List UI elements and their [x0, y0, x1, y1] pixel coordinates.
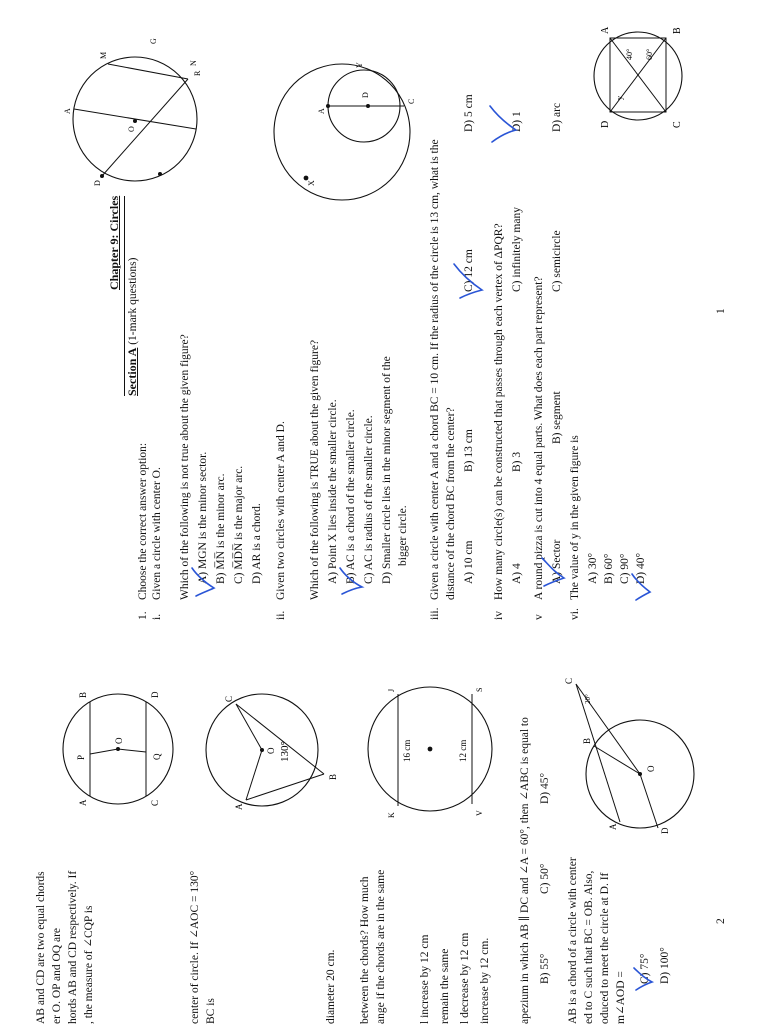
q7-line4: , the measure of ∠CQP is [83, 905, 95, 1024]
q7-label-p: P [76, 754, 86, 760]
q2-option-c: C) AC is radius of the smaller circle. [363, 415, 375, 584]
q8-label-b: B [328, 773, 338, 780]
q11-line4: m∠AOD = [615, 971, 627, 1024]
q2-number: ii. [275, 610, 287, 620]
q5-option-a: A) Sector [551, 539, 563, 584]
q2-two-circles-figure [264, 44, 414, 214]
q9-label-s: S [475, 687, 484, 692]
q6-label-y: y [615, 96, 624, 100]
q11-line3: oduced to meet the circle at D. If [599, 872, 611, 1024]
q1-option-b: B) M̅N̅ is the minor arc. [215, 473, 227, 584]
q9-option-a: l increase by 12 cm [419, 934, 431, 1024]
q5-option-d: D) arc [551, 102, 563, 132]
q1-option-d: D) AR is a chord. [251, 503, 263, 584]
q10-option-b: B) 55° [539, 953, 551, 984]
q6-label-60: 60° [645, 48, 654, 60]
q11-option-d: D) 100° [659, 947, 671, 984]
q6-option-d: D) 40° [635, 552, 647, 584]
q11-line1: AB is a chord of a circle with center [567, 857, 579, 1024]
q8-angle-figure [196, 684, 336, 814]
q7-line1: AB and CD are two equal chords [35, 871, 47, 1024]
section-title: Section A [125, 347, 139, 396]
q1-option-a: A) MGN is the minor sector. [197, 451, 209, 584]
q9-line3: ange if the chords are in the same [375, 869, 387, 1024]
q2-option-d: D) Smaller circle lies in the minor segment of the [381, 356, 393, 584]
q3-stem-line1: Given a circle with center A and a chord BC = 10 cm. If the radius of the circle is 13 cm, what is the [429, 139, 441, 600]
q7-label-q: Q [152, 753, 162, 760]
instruction-number: 1. [137, 611, 149, 620]
q8-line1: center of circle. If ∠AOC = 130° [189, 870, 201, 1024]
q6-label-a: A [600, 26, 611, 34]
q1-number: i. [151, 613, 163, 620]
q9-label-k: K [387, 812, 396, 818]
q1-label-m: M [99, 51, 108, 59]
q11-line2: ed to C such that BC = OB. Also, [583, 870, 595, 1024]
q11-label-b: B [582, 737, 592, 744]
q2-given: Given two circles with center A and D. [275, 421, 287, 600]
q2-stem: Which of the following is TRUE about the given figure? [309, 339, 321, 600]
q2-label-d: D [361, 92, 370, 98]
q6-option-a: A) 30° [587, 552, 599, 584]
q3-option-d: D) 5 cm [463, 94, 475, 132]
q8-label-o: O [266, 747, 276, 754]
q2-option-b: B) AC is a chord of the smaller circle. [345, 409, 357, 584]
q6-option-b: B) 60° [603, 553, 615, 584]
q8-line2: BC is [205, 998, 217, 1024]
right-page-number: 1 [715, 308, 727, 314]
q7-label-b: B [78, 691, 88, 698]
q4-option-d: D) 1 [511, 111, 523, 132]
q1-label-g: G [149, 38, 158, 44]
q7-label-a: A [78, 799, 88, 806]
q3-option-b: B) 13 cm [463, 429, 475, 472]
q2-label-y: Y [355, 62, 364, 68]
left-page-number: 2 [715, 918, 727, 924]
q3-number: iii. [429, 607, 441, 620]
q1-circle-figure [60, 34, 210, 204]
instruction-text: Choose the correct answer option: [137, 442, 149, 600]
q6-label-40: 40° [625, 48, 634, 60]
q1-option-c: C) M̅D̅N̅ is the major arc. [233, 465, 245, 584]
q9-line1: diameter 20 cm. [325, 949, 337, 1024]
q6-label-d: D [600, 120, 611, 128]
q3-answer-check-icon [450, 260, 490, 304]
chapter-title: Chapter 9: Circles [107, 195, 121, 290]
q11-label-d: D [660, 827, 670, 834]
q11-label-20: 20° [584, 694, 592, 704]
q10-option-d: D) 45° [539, 772, 551, 804]
q11-answer-check-icon [630, 964, 656, 994]
q11-circle-secant-figure [560, 674, 710, 834]
q8-label-angle: 130° [279, 741, 291, 762]
q9-option-d: increase by 12 cm. [479, 937, 491, 1024]
q2-label-x: X [307, 180, 316, 186]
q1-label-r: R [193, 70, 202, 76]
q4-option-c: C) infinitely many [511, 207, 523, 292]
q6-option-c: C) 90° [619, 553, 631, 584]
q9-label-v: V [475, 810, 484, 816]
q11-option-c: C) 75° [639, 953, 651, 984]
q7-label-o: O [114, 737, 124, 744]
q1-label-d: D [93, 180, 102, 186]
q2-option-a: A) Point X lies inside the smaller circle. [327, 399, 339, 584]
q10-option-c: C) 50° [539, 863, 551, 894]
q6-label-b: B [672, 27, 683, 34]
q4-option-b: B) 3 [511, 451, 523, 472]
q7-line3: hords AB and CD respectively. If [67, 870, 79, 1024]
q6-answer-check-icon [630, 570, 654, 604]
q9-option-c: l decrease by 12 cm [459, 932, 471, 1024]
q6-stem: The value of y in the given figure is [569, 435, 581, 600]
q5-answer-check-icon [540, 552, 570, 592]
q11-label-a: A [608, 823, 618, 830]
q4-stem: How many circle(s) can be constructed that passes through each vertex of ΔPQR? [493, 223, 505, 600]
q3-option-a: A) 10 cm [463, 540, 475, 584]
q7-label-c: C [150, 799, 160, 806]
q1-label-a: A [63, 108, 72, 114]
q6-cyclic-quad-figure [588, 14, 688, 134]
q4-answer-check-icon [486, 102, 526, 148]
q6-label-c: C [672, 121, 683, 128]
q8-label-c: C [224, 695, 234, 702]
q11-label-c: C [564, 677, 574, 684]
q3-stem-line2: distance of the chord BC from the center? [445, 407, 457, 600]
q9-label-12cm: 12 cm [458, 739, 468, 762]
q1-label-o: O [127, 126, 136, 132]
q1-stem: Which of the following is not true about the given figure? [179, 334, 191, 600]
q9-label-j: J [387, 688, 396, 692]
q9-option-b: remain the same [439, 948, 451, 1024]
q4-option-a: A) 4 [511, 563, 523, 584]
section-note: (1-mark questions) [127, 257, 139, 345]
q5-number: v [533, 614, 545, 620]
q5-option-c: C) semicircle [551, 230, 563, 292]
q1-given: Given a circle with center O. [151, 467, 163, 600]
q3-option-c: C) 12 cm [463, 249, 475, 292]
q6-number: vi. [569, 608, 581, 620]
q5-option-b: B) segment [551, 391, 563, 444]
q7-label-d: D [150, 691, 160, 698]
q9-label-16cm: 16 cm [402, 739, 412, 762]
q2-label-a: A [317, 108, 326, 114]
q1-answer-check-icon [190, 564, 220, 604]
q2-option-d-cont: bigger circle. [397, 505, 409, 566]
section-heading [126, 258, 140, 396]
q1-label-n: N [189, 60, 198, 66]
q2-label-c: C [407, 98, 416, 104]
q5-stem: A round pizza is cut into 4 equal parts. What does each part represent? [533, 276, 545, 600]
q11-label-o: O [646, 765, 656, 772]
q10-line: apezium in which AB ∥ DC and ∠A = 60°, then ∠ABC is equal to [519, 717, 531, 1024]
q9-parallel-chords-figure [360, 674, 510, 824]
q9-line2: between the chords? How much [359, 876, 371, 1024]
q8-label-a: A [234, 803, 244, 810]
q7-line2: er O. OP and OQ are [51, 927, 63, 1024]
q7-equal-chords-figure [48, 674, 188, 824]
q2-answer-check-icon [336, 564, 366, 604]
q4-number: iv [493, 611, 505, 620]
